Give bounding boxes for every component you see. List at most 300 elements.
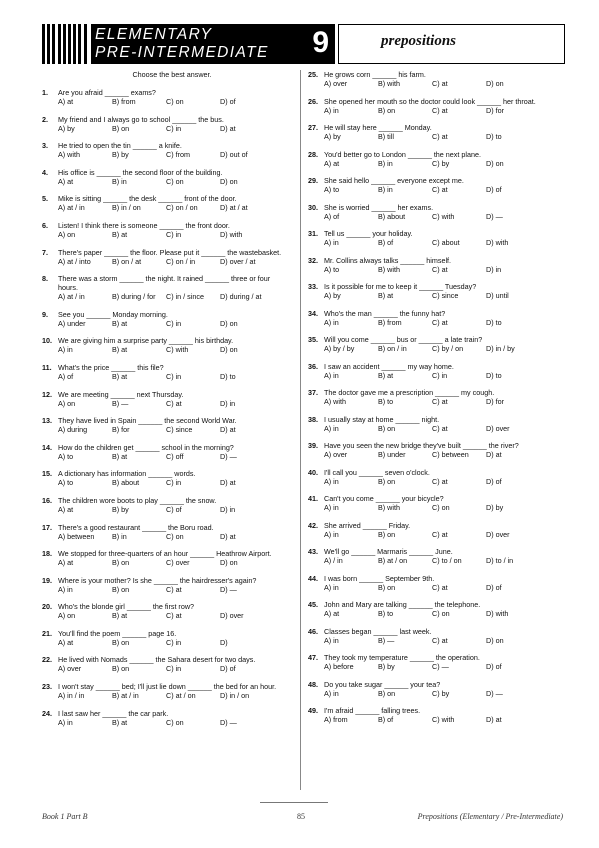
answer-option[interactable]: B) with	[378, 264, 400, 274]
answer-options	[58, 452, 292, 461]
answer-option[interactable]: D) over	[220, 611, 244, 621]
answer-option[interactable]: C) since	[432, 291, 459, 300]
question-text: What's the price ______ this file?	[58, 362, 164, 372]
answer-option[interactable]: A) at	[58, 504, 74, 514]
question-text: Who's the man ______ the funny hat?	[324, 308, 446, 318]
answer-option[interactable]: B) on	[378, 582, 396, 592]
question-item	[308, 97, 558, 115]
answer-option[interactable]: C) with	[166, 345, 189, 355]
answer-options	[58, 399, 292, 408]
answer-option[interactable]: C) on	[166, 531, 184, 541]
answer-option[interactable]: C) in	[166, 637, 182, 647]
answer-option[interactable]: C) at	[432, 105, 448, 115]
answer-option[interactable]: B) on	[112, 664, 130, 674]
question-text: You'll find the poem ______ page 16.	[58, 628, 177, 638]
answer-option[interactable]: A) at / into	[58, 256, 91, 266]
question-item	[42, 310, 292, 328]
question-number: 47.	[308, 653, 318, 662]
answer-option[interactable]: B) at	[378, 291, 394, 300]
question-item	[42, 549, 292, 567]
answer-option[interactable]: D) in	[220, 504, 236, 514]
answer-option[interactable]: D) for	[486, 397, 504, 406]
answer-option[interactable]: D) to / in	[486, 556, 514, 565]
answer-option[interactable]: D) with	[486, 238, 509, 247]
question-number: 37.	[308, 388, 318, 397]
right-column	[308, 70, 558, 733]
question-item	[42, 443, 292, 461]
question-item	[42, 469, 292, 487]
answer-option[interactable]: C) about	[432, 238, 460, 247]
answer-options	[324, 185, 558, 194]
answer-option[interactable]: D) of	[486, 185, 502, 194]
answer-option[interactable]: D) —	[220, 717, 237, 727]
answer-option[interactable]: A) in	[58, 717, 73, 727]
answer-option[interactable]: C) at	[432, 317, 448, 327]
question-item	[42, 115, 292, 133]
answer-option[interactable]: B) at	[112, 318, 128, 328]
answer-option[interactable]: A) to	[58, 451, 74, 461]
answer-option[interactable]: B) about	[378, 211, 406, 221]
answer-option[interactable]: D) to	[486, 317, 502, 327]
question-number: 46.	[308, 626, 318, 636]
answer-option[interactable]: B) on	[112, 123, 130, 133]
answer-option[interactable]: A) between	[58, 531, 95, 541]
answer-options	[324, 159, 558, 168]
answer-option[interactable]: B) on	[112, 584, 130, 594]
answer-option[interactable]: C) at	[432, 132, 448, 141]
answer-option[interactable]: D) of	[220, 97, 236, 106]
answer-option[interactable]: B) about	[112, 478, 140, 488]
answer-option[interactable]: C) in	[166, 371, 182, 381]
level-title-line1: ELEMENTARY	[95, 26, 213, 43]
answer-option[interactable]: C) at / on	[166, 691, 196, 701]
answer-options	[58, 257, 292, 266]
answer-option[interactable]: C) in	[432, 370, 448, 380]
answer-option[interactable]: B) in / on	[112, 203, 141, 213]
question-text: Is it possible for me to keep it ______ Tuesday?	[324, 282, 477, 291]
question-text: My friend and I always go to school ______ the bus.	[58, 114, 224, 124]
answer-option[interactable]: D) at	[486, 715, 502, 724]
answer-option[interactable]: A) in	[324, 688, 339, 698]
answer-option[interactable]: C) since	[166, 425, 193, 435]
answer-option[interactable]: C) at	[432, 529, 448, 539]
answer-option[interactable]: D) —	[220, 451, 237, 461]
answer-option[interactable]: A) at	[324, 158, 340, 168]
question-item	[42, 141, 292, 159]
question-item	[308, 627, 558, 645]
answer-option[interactable]: C) —	[432, 662, 449, 671]
column-divider	[300, 70, 301, 790]
answer-option[interactable]: B) on	[112, 558, 130, 568]
question-item	[42, 363, 292, 381]
answer-option[interactable]: B) on / in	[378, 344, 407, 353]
answer-option[interactable]: B) at	[112, 717, 128, 727]
answer-option[interactable]: A) in	[324, 317, 339, 327]
question-item	[308, 335, 558, 353]
answer-option[interactable]: B) in	[378, 185, 393, 194]
question-text: I saw an accident ______ my way home.	[324, 361, 454, 371]
answer-options	[58, 292, 292, 301]
answer-option[interactable]: A) in	[324, 529, 339, 539]
answer-option[interactable]: D) in / by	[486, 344, 515, 353]
answer-option[interactable]: C) in	[166, 478, 182, 488]
question-number: 31.	[308, 229, 318, 238]
answer-option[interactable]: B) at / on	[378, 556, 408, 565]
answer-option[interactable]: D) —	[486, 211, 503, 221]
answer-option[interactable]: D) until	[486, 291, 509, 300]
answer-option[interactable]: D) during / at	[220, 292, 262, 302]
answer-option[interactable]: C) at	[166, 398, 182, 408]
answer-option[interactable]: D) on	[486, 635, 504, 645]
answer-option[interactable]: B) during / for	[112, 292, 156, 302]
answer-option[interactable]: B) by	[112, 504, 129, 514]
answer-option[interactable]: B) on / at	[112, 256, 142, 266]
answer-option[interactable]: A) by / by	[324, 344, 355, 353]
answer-options	[58, 585, 292, 594]
answer-option[interactable]: B) of	[378, 715, 394, 724]
answer-option[interactable]: C) with	[432, 715, 455, 724]
answer-options	[324, 397, 558, 406]
answer-option[interactable]: A) in	[58, 345, 73, 355]
answer-option[interactable]: D) at	[486, 450, 502, 459]
answer-option[interactable]: C) by / on	[432, 344, 464, 353]
answer-option[interactable]: C) at	[432, 476, 448, 486]
answer-option[interactable]: A) from	[324, 715, 348, 724]
question-text: A dictionary has information ______ words.	[58, 469, 196, 479]
answer-option[interactable]: C) at	[432, 423, 448, 433]
question-number: 36.	[308, 361, 318, 371]
answer-option[interactable]: D) on	[486, 158, 504, 168]
answer-option[interactable]: B) in	[378, 158, 393, 168]
answer-option[interactable]: C) on	[166, 176, 184, 186]
answer-option[interactable]: D) on	[220, 345, 238, 355]
answer-option[interactable]: D) at / at	[220, 203, 248, 213]
question-item	[308, 203, 558, 221]
answer-option[interactable]: B) by	[112, 150, 129, 160]
answer-option[interactable]: C) on	[432, 503, 450, 512]
answer-option[interactable]: B) under	[378, 450, 406, 459]
question-number: 24.	[42, 708, 52, 718]
answer-option[interactable]: D) on	[220, 318, 238, 328]
answer-option[interactable]: B) to	[378, 397, 394, 406]
answer-option[interactable]: C) to / on	[432, 556, 462, 565]
answer-option[interactable]: A) by	[324, 132, 341, 141]
answer-option[interactable]: C) at	[432, 397, 448, 406]
answer-option[interactable]: B) from	[378, 317, 402, 327]
answer-option[interactable]: A) to	[58, 478, 74, 488]
answer-option[interactable]: A) at	[58, 558, 74, 568]
answer-option[interactable]: D) over	[486, 423, 510, 433]
answer-option[interactable]: D) of	[486, 662, 502, 671]
answer-option[interactable]: B) on	[378, 423, 396, 433]
answer-option[interactable]: C) in	[166, 664, 182, 674]
answer-option[interactable]: B) till	[378, 132, 394, 141]
answer-option[interactable]: D)	[220, 637, 228, 647]
answer-option[interactable]: D) of	[220, 664, 236, 674]
question-item	[42, 655, 292, 673]
answer-options	[58, 203, 292, 212]
answer-option[interactable]: C) by	[432, 688, 450, 698]
answer-option[interactable]: A) in	[324, 423, 339, 433]
question-number: 29.	[308, 176, 318, 185]
question-item	[42, 88, 292, 106]
answer-option[interactable]: B) on	[378, 476, 396, 486]
question-item	[308, 150, 558, 168]
answer-option[interactable]: C) in	[166, 229, 182, 239]
answer-option[interactable]: A) with	[58, 150, 80, 160]
answer-option[interactable]: C) in	[166, 123, 182, 133]
answer-option[interactable]: D) over / at	[220, 256, 256, 266]
answer-option[interactable]: C) in / since	[166, 292, 204, 302]
answer-options	[324, 344, 558, 353]
answer-option[interactable]: C) on	[432, 609, 450, 618]
question-text: Mike is sitting ______ the desk ______ front of the door.	[58, 194, 237, 204]
answer-option[interactable]: B) at	[112, 345, 128, 355]
page-header	[42, 24, 563, 64]
answer-option[interactable]: A) during	[58, 425, 88, 435]
question-item	[42, 194, 292, 212]
question-text: You'd better go to London ______ the next plane.	[324, 149, 481, 159]
answer-options	[58, 664, 292, 673]
answer-option[interactable]: B) in	[112, 531, 127, 541]
answer-option[interactable]: D) at	[220, 425, 236, 435]
answer-option[interactable]: A) in	[324, 635, 339, 645]
unit-number: 9	[312, 26, 329, 59]
answer-options	[324, 424, 558, 433]
answer-option[interactable]: B) in	[112, 176, 127, 186]
answer-options	[58, 425, 292, 434]
question-text: Where is your mother? Is she ______ the hairdresser's again?	[58, 575, 257, 585]
answer-option[interactable]: C) on	[166, 97, 184, 106]
question-number: 1.	[42, 88, 48, 97]
answer-option[interactable]: B) at	[112, 611, 128, 621]
answer-option[interactable]: A) in	[58, 584, 73, 594]
question-number: 25.	[308, 70, 318, 79]
answer-option[interactable]: D) to	[220, 371, 236, 381]
answer-option[interactable]: A) in	[324, 582, 339, 592]
answer-option[interactable]: A) at	[58, 97, 74, 106]
answer-option[interactable]: A) under	[58, 318, 86, 328]
answer-option[interactable]: D) at	[220, 531, 236, 541]
question-item	[42, 576, 292, 594]
answer-option[interactable]: A) in	[324, 503, 339, 512]
answer-option[interactable]: D) on	[220, 558, 238, 568]
question-item	[308, 494, 558, 512]
question-number: 14.	[42, 442, 52, 452]
question-number: 39.	[308, 441, 318, 450]
answer-option[interactable]: A) by	[58, 123, 75, 133]
question-item	[42, 682, 292, 700]
answer-option[interactable]: B) at	[112, 371, 128, 381]
answer-option[interactable]: B) of	[378, 238, 394, 247]
answer-option[interactable]: D) on	[220, 176, 238, 186]
answer-option[interactable]: B) with	[378, 79, 400, 88]
answer-option[interactable]: C) at	[432, 635, 448, 645]
answer-option[interactable]: C) at	[432, 264, 448, 274]
answer-option[interactable]: A) at	[58, 176, 74, 186]
question-item	[308, 256, 558, 274]
answer-option[interactable]: B) on	[112, 637, 130, 647]
answer-option[interactable]: C) off	[166, 451, 184, 461]
answer-option[interactable]: B) at	[378, 370, 394, 380]
answer-option[interactable]: B) on	[378, 529, 396, 539]
question-number: 7.	[42, 247, 48, 257]
answer-option[interactable]: C) between	[432, 450, 469, 459]
question-number: 44.	[308, 573, 318, 583]
answer-option[interactable]: A) over	[58, 664, 82, 674]
question-item	[308, 123, 558, 141]
answer-option[interactable]: D) of	[486, 582, 502, 592]
answer-option[interactable]: C) on / in	[166, 256, 196, 266]
answer-option[interactable]: D) on	[486, 79, 504, 88]
answer-option[interactable]: A) at / in	[58, 203, 85, 213]
answer-option[interactable]: B) with	[378, 503, 400, 512]
question-number: 19.	[42, 575, 52, 585]
answer-option[interactable]: C) from	[166, 150, 190, 160]
answer-option[interactable]: D) at	[220, 478, 236, 488]
answer-option[interactable]: A) by	[324, 291, 341, 300]
question-number: 3.	[42, 141, 48, 151]
answer-option[interactable]: B) —	[112, 398, 129, 408]
answer-option[interactable]: C) of	[166, 504, 182, 514]
answer-option[interactable]: A) over	[324, 450, 348, 459]
answer-option[interactable]: D) in	[486, 264, 502, 274]
answer-option[interactable]: A) on	[58, 611, 76, 621]
answer-option[interactable]: D) for	[486, 105, 504, 115]
answer-options	[324, 265, 558, 274]
question-item	[42, 496, 292, 514]
answer-option[interactable]: A) with	[324, 397, 346, 406]
answer-option[interactable]: B) at	[112, 451, 128, 461]
answer-option[interactable]: C) over	[166, 558, 190, 568]
book-label: Book 1 Part B	[42, 812, 88, 821]
question-number: 48.	[308, 679, 318, 689]
question-number: 2.	[42, 114, 48, 124]
answer-options	[58, 691, 292, 700]
answer-option[interactable]: C) at	[432, 79, 448, 88]
answer-option[interactable]: B) at / in	[112, 691, 139, 701]
answer-option[interactable]: A) before	[324, 662, 354, 671]
answer-options	[324, 530, 558, 539]
answer-option[interactable]: C) at	[166, 584, 182, 594]
answer-options	[324, 583, 558, 592]
answer-option[interactable]: A) / in	[324, 556, 343, 565]
answer-option[interactable]: A) in	[324, 476, 339, 486]
answer-option[interactable]: A) at / in	[58, 292, 85, 302]
answer-option[interactable]: C) at	[432, 185, 448, 194]
answer-option[interactable]: A) in / in	[58, 691, 85, 701]
question-item	[308, 229, 558, 247]
question-item	[308, 706, 558, 724]
answer-option[interactable]: A) of	[58, 371, 74, 381]
question-text: I won't stay ______ bed; I'll just lie down ______ the bed for an hour.	[58, 682, 277, 692]
answer-option[interactable]: A) in	[324, 238, 339, 247]
answer-option[interactable]: A) on	[58, 398, 76, 408]
question-number: 9.	[42, 309, 48, 319]
answer-options	[58, 124, 292, 133]
footer-rule	[260, 802, 328, 803]
answer-option[interactable]: A) to	[324, 264, 340, 274]
question-number: 33.	[308, 282, 318, 291]
question-number: 10.	[42, 336, 52, 346]
decorative-bars	[42, 24, 90, 64]
answer-option[interactable]: A) to	[324, 185, 340, 194]
answer-option[interactable]: B) —	[378, 635, 395, 645]
question-item	[308, 441, 558, 459]
question-item	[42, 274, 292, 301]
answer-option[interactable]: D) —	[486, 688, 503, 698]
question-item	[308, 70, 558, 88]
answer-option[interactable]: D) in / on	[220, 691, 250, 701]
question-number: 8.	[42, 274, 48, 284]
question-text: Have you seen the new bridge they've built ______ the river?	[324, 441, 519, 450]
answer-option[interactable]: D) with	[486, 609, 509, 618]
answer-option[interactable]: B) to	[378, 609, 394, 618]
answer-option[interactable]: D) by	[486, 503, 504, 512]
answer-option[interactable]: B) by	[378, 662, 395, 671]
answer-option[interactable]: C) at	[432, 582, 448, 592]
question-number: 15.	[42, 469, 52, 479]
question-text: We are giving him a surprise party ______ his birthday.	[58, 336, 234, 346]
question-item	[308, 521, 558, 539]
answer-option[interactable]: D) to	[486, 370, 502, 380]
answer-option[interactable]: A) in	[324, 105, 339, 115]
answer-option[interactable]: A) at	[324, 609, 340, 618]
answer-option[interactable]: B) for	[112, 425, 130, 435]
answer-option[interactable]: B) on	[378, 688, 396, 698]
answer-options	[324, 503, 558, 512]
answer-option[interactable]: A) in	[324, 370, 339, 380]
answer-option[interactable]: A) on	[58, 229, 76, 239]
question-text: His office is ______ the second floor of the building.	[58, 167, 223, 177]
answer-option[interactable]: A) over	[324, 79, 348, 88]
answer-option[interactable]: B) at	[112, 229, 128, 239]
answer-option[interactable]: A) of	[324, 211, 340, 221]
answer-option[interactable]: D) of	[486, 476, 502, 486]
level-title-box	[91, 24, 335, 64]
answer-option[interactable]: D) over	[486, 529, 510, 539]
answer-option[interactable]: C) in	[166, 318, 182, 328]
answer-option[interactable]: D) at	[220, 123, 236, 133]
answer-option[interactable]: D) out of	[220, 150, 248, 160]
answer-options	[324, 106, 558, 115]
question-item	[308, 415, 558, 433]
answer-option[interactable]: D) with	[220, 229, 243, 239]
answer-option[interactable]: B) on	[378, 105, 396, 115]
page-number: 85	[297, 812, 305, 821]
answer-option[interactable]: C) by	[432, 158, 450, 168]
question-text: There was a storm ______ the night. It rained ______ three or four hours.	[58, 274, 271, 293]
question-item	[308, 176, 558, 194]
answer-option[interactable]: C) at	[166, 611, 182, 621]
instruction: Choose the best answer.	[132, 70, 212, 79]
answer-option[interactable]: C) with	[432, 211, 455, 221]
answer-option[interactable]: D) in	[220, 398, 236, 408]
answer-option[interactable]: C) on / on	[166, 203, 198, 213]
answer-option[interactable]: D) to	[486, 132, 502, 141]
question-item	[42, 168, 292, 186]
question-number: 38.	[308, 414, 318, 424]
answer-option[interactable]: B) from	[112, 97, 136, 106]
answer-options	[58, 638, 292, 647]
topic-box	[338, 24, 565, 64]
answer-option[interactable]: C) on	[166, 717, 184, 727]
answer-options	[324, 371, 558, 380]
answer-option[interactable]: A) at	[58, 637, 74, 647]
question-number: 4.	[42, 167, 48, 177]
answer-option[interactable]: D) —	[220, 584, 237, 594]
question-item	[42, 390, 292, 408]
